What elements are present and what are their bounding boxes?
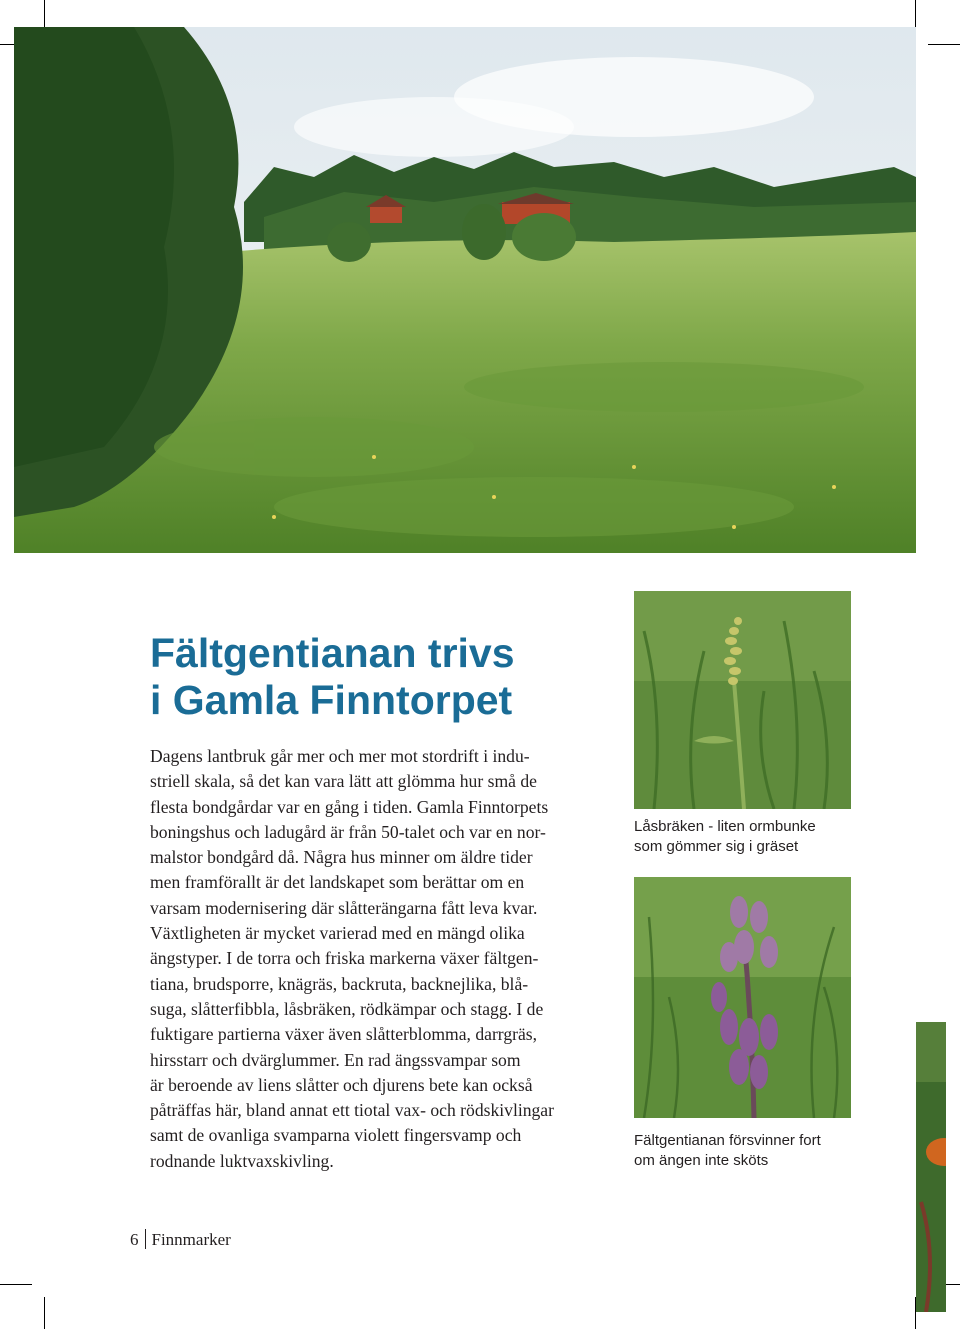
- folio-divider: [145, 1229, 146, 1249]
- fern-caption: [634, 817, 816, 857]
- body-line: ängstyper. I de torra och friska markerna växer fältgen-: [150, 948, 539, 969]
- crop-mark: [0, 1284, 32, 1285]
- body-line: flesta bondgårdar var en gång i tiden. Gamla Finntorpets: [150, 796, 549, 817]
- body-line: suga, slåtterfibbla, låsbräken, rödkämpar och stagg. I de: [150, 998, 544, 1019]
- body-line: fuktigare partierna växer även slåtterblomma, darrgräs,: [150, 1024, 538, 1045]
- body-line: boningshus och ladugård är från 50-talet och var en nor-: [150, 821, 546, 842]
- caption-line: om ängen inte sköts: [634, 1152, 769, 1169]
- page-number: 6: [130, 1230, 139, 1249]
- crop-mark: [44, 1297, 45, 1329]
- body-line: hirsstarr och dvärglummer. En rad ängssvampar som: [150, 1049, 521, 1070]
- article-title: [150, 630, 515, 724]
- body-line: är beroende av liens slåtter och djurens bete kan också: [150, 1074, 533, 1095]
- article-body: [150, 744, 620, 1174]
- gentian-caption: [634, 1131, 821, 1171]
- body-line: varsam modernisering där slåtterängarna fått leva kvar.: [150, 897, 538, 918]
- body-line: tiana, brudsporre, knägräs, backruta, backnejlika, blå-: [150, 973, 529, 994]
- body-line: påträffas här, bland annat ett tiotal vax- och rödskivlingar: [150, 1100, 554, 1121]
- body-line: striell skala, så det kan vara lätt att glömma hur små de: [150, 771, 537, 792]
- adjacent-page-photo-edge: [916, 1022, 946, 1312]
- hero-photo: [14, 27, 916, 553]
- body-line: Växtligheten är mycket varierad med en mängd olika: [150, 923, 525, 944]
- page-footer: [130, 1229, 231, 1250]
- title-line: i Gamla Finntorpet: [150, 677, 513, 723]
- body-line: malstor bondgård då. Några hus minner om äldre tider: [150, 847, 533, 868]
- publication-name: Finnmarker: [151, 1230, 231, 1249]
- caption-line: Fältgentianan försvinner fort: [634, 1132, 821, 1149]
- gentian-photo: [634, 877, 851, 1118]
- caption-line: som gömmer sig i gräset: [634, 838, 799, 855]
- body-line: men framförallt är det landskapet som berättar om en: [150, 872, 525, 893]
- body-line: rodnande luktvaxskivling.: [150, 1150, 334, 1171]
- body-line: samt de ovanliga svamparna violett fingersvamp och: [150, 1125, 522, 1146]
- fern-photo: [634, 591, 851, 809]
- title-line: Fältgentianan trivs: [150, 630, 515, 676]
- crop-mark: [928, 44, 960, 45]
- caption-line: Låsbräken - liten ormbunke: [634, 818, 816, 835]
- body-line: Dagens lantbruk går mer och mer mot stordrift i indu-: [150, 746, 530, 766]
